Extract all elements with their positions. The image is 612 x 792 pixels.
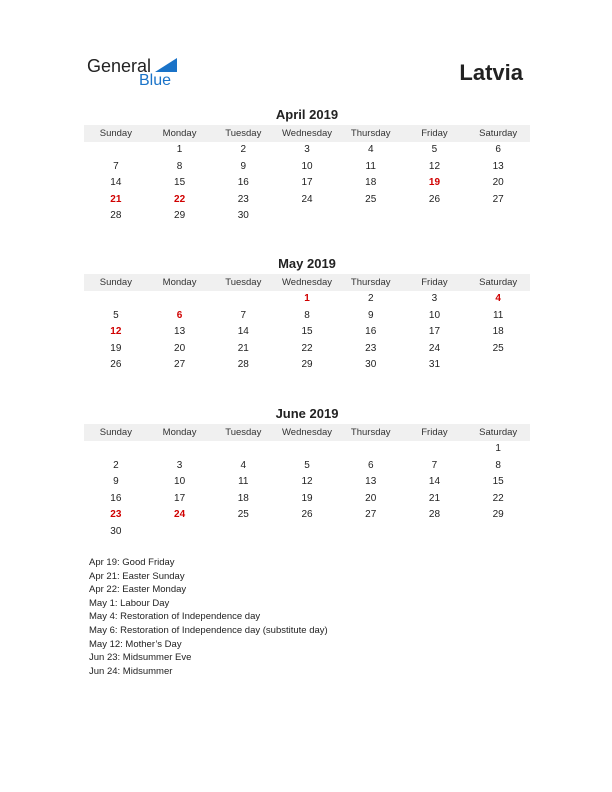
weekday-label: Saturday	[479, 128, 518, 139]
day-cell: 31	[428, 359, 441, 370]
day-cell: 28	[237, 359, 249, 370]
day-cell: 14	[110, 177, 122, 188]
week-row	[84, 192, 530, 209]
day-cell: 27	[492, 193, 504, 205]
day-cell: 17	[301, 177, 313, 188]
day-cell	[403, 208, 467, 225]
day-cell	[84, 291, 148, 308]
day-cell: 21	[428, 492, 441, 504]
day-cell: 15	[301, 326, 313, 337]
weekday-label: Saturday	[479, 277, 518, 288]
holiday-entry: May 4: Restoration of Independence day	[89, 611, 261, 623]
day-cell: 11	[492, 309, 504, 321]
week-row	[84, 159, 530, 176]
day-cell: 17	[174, 492, 186, 504]
day-cell	[403, 524, 467, 541]
logo-triangle-icon	[155, 58, 177, 72]
day-cell: 4	[240, 459, 247, 471]
day-cell	[148, 291, 212, 308]
day-cell: 8	[304, 309, 310, 321]
holiday-day-cell: 22	[174, 193, 186, 205]
month-title: April 2019	[275, 107, 339, 122]
holiday-day-cell: 23	[110, 509, 122, 520]
day-cell: 8	[176, 160, 183, 172]
day-cell: 30	[237, 210, 249, 221]
month-title: June 2019	[275, 406, 339, 421]
week-row	[84, 291, 530, 308]
weekday-label: Monday	[162, 128, 197, 139]
logo-text-blue: Blue	[139, 72, 172, 89]
day-cell	[211, 291, 275, 308]
week-row	[84, 474, 530, 491]
day-cell: 6	[367, 459, 374, 471]
month-calendar-may	[84, 256, 530, 374]
holiday-day-cell: 12	[110, 326, 122, 337]
day-cell: 10	[174, 476, 186, 487]
holiday-entry: Apr 22: Easter Monday	[89, 584, 187, 596]
day-cell	[466, 208, 530, 225]
day-cell: 14	[237, 326, 249, 337]
holiday-day-cell: 24	[174, 509, 186, 520]
day-cell: 13	[492, 160, 504, 172]
weekday-label: Monday	[162, 427, 197, 438]
day-cell: 3	[431, 293, 438, 304]
day-cell: 20	[174, 342, 186, 354]
day-cell: 18	[365, 177, 377, 188]
day-cell: 29	[174, 210, 186, 221]
day-cell: 14	[428, 476, 441, 487]
week-row	[84, 441, 530, 458]
weekday-label: Wednesday	[282, 277, 333, 288]
weekday-header	[84, 125, 530, 142]
day-cell	[148, 441, 212, 458]
holiday-day-cell: 1	[304, 293, 310, 304]
day-cell: 25	[365, 193, 377, 205]
day-cell: 11	[365, 160, 376, 172]
day-cell: 1	[495, 443, 501, 454]
day-cell	[211, 441, 275, 458]
weekday-label: Tuesday	[225, 277, 262, 288]
weekday-label: Monday	[162, 277, 197, 288]
holiday-entry: Jun 24: Midsummer	[89, 665, 173, 677]
day-cell: 9	[367, 309, 374, 321]
day-cell: 23	[237, 193, 249, 205]
weekday-label: Thursday	[350, 128, 391, 139]
day-cell	[339, 208, 403, 225]
day-cell: 25	[492, 342, 504, 354]
week-row	[84, 507, 530, 524]
day-cell	[84, 142, 148, 159]
day-cell: 2	[367, 293, 374, 304]
day-cell: 28	[428, 509, 441, 520]
day-cell: 11	[238, 476, 249, 487]
day-cell: 27	[365, 509, 377, 520]
day-cell: 21	[237, 342, 249, 354]
weekday-label: Friday	[421, 427, 448, 438]
day-cell: 16	[237, 177, 249, 188]
day-cell: 3	[176, 459, 183, 471]
weekday-label: Wednesday	[282, 128, 333, 139]
month-calendar-june	[84, 406, 530, 540]
day-cell: 5	[113, 309, 119, 321]
holiday-day-cell: 6	[176, 309, 183, 321]
day-cell: 9	[113, 476, 119, 487]
day-cell: 6	[495, 144, 501, 155]
weekday-label: Tuesday	[225, 128, 262, 139]
day-cell: 25	[237, 509, 249, 520]
day-cell: 13	[174, 326, 186, 337]
day-cell: 7	[113, 160, 119, 172]
weekday-label: Saturday	[479, 427, 518, 438]
holiday-day-cell: 19	[428, 177, 441, 188]
week-row	[84, 208, 530, 225]
holiday-list	[89, 556, 329, 678]
weekday-label: Friday	[421, 128, 448, 139]
day-cell	[339, 524, 403, 541]
week-row	[84, 458, 530, 475]
day-cell: 10	[428, 309, 441, 321]
holiday-entry: Apr 19: Good Friday	[89, 557, 175, 568]
day-cell: 13	[365, 476, 377, 487]
week-row	[84, 308, 530, 325]
day-cell: 20	[365, 492, 377, 504]
day-cell: 2	[113, 459, 119, 471]
day-cell: 27	[174, 359, 186, 370]
logo-text-general: General	[87, 56, 152, 76]
country-title: Latvia	[459, 60, 523, 85]
week-row	[84, 491, 530, 508]
day-cell: 30	[110, 525, 122, 537]
day-cell: 29	[492, 509, 504, 520]
day-cell: 12	[428, 160, 441, 172]
week-row	[84, 175, 530, 192]
day-cell: 12	[301, 476, 313, 487]
day-cell: 26	[301, 509, 313, 520]
day-cell: 16	[110, 492, 122, 504]
day-cell	[84, 441, 148, 458]
weekday-header	[84, 424, 530, 441]
day-cell: 18	[492, 326, 504, 337]
day-cell	[148, 524, 212, 541]
day-cell: 7	[240, 309, 247, 321]
day-cell	[275, 524, 339, 541]
day-cell: 8	[495, 459, 501, 471]
holiday-entry: May 6: Restoration of Independence day (substitute day)	[89, 624, 328, 636]
day-cell: 4	[367, 144, 374, 155]
weekday-label: Thursday	[350, 277, 391, 288]
weekday-label: Wednesday	[282, 427, 333, 438]
weekday-label: Sunday	[99, 427, 132, 438]
day-cell: 9	[240, 160, 247, 172]
holiday-day-cell: 21	[110, 193, 122, 205]
day-cell: 26	[428, 193, 441, 205]
day-cell: 20	[492, 177, 504, 188]
day-cell: 22	[301, 342, 313, 354]
holiday-entry: May 1: Labour Day	[89, 597, 170, 609]
day-cell: 23	[365, 342, 377, 354]
day-cell	[403, 441, 467, 458]
day-cell: 29	[301, 359, 313, 370]
holiday-entry: May 12: Mother’s Day	[89, 638, 182, 650]
day-cell: 5	[431, 144, 438, 155]
day-cell: 19	[110, 342, 122, 354]
week-row	[84, 357, 530, 374]
day-cell: 15	[174, 177, 186, 188]
weekday-label: Sunday	[99, 277, 132, 288]
day-cell: 19	[301, 492, 313, 504]
day-cell: 10	[301, 160, 313, 172]
day-cell: 17	[428, 326, 441, 337]
day-cell	[466, 357, 530, 374]
day-cell: 22	[492, 492, 504, 504]
weekday-label: Sunday	[99, 128, 132, 139]
day-cell: 16	[365, 326, 377, 337]
day-cell: 30	[365, 359, 377, 370]
day-cell	[275, 208, 339, 225]
day-cell: 24	[301, 193, 313, 205]
day-cell: 26	[110, 359, 122, 370]
day-cell: 5	[304, 459, 310, 471]
weekday-header	[84, 274, 530, 291]
day-cell: 28	[110, 210, 122, 221]
month-title: May 2019	[278, 256, 336, 271]
day-cell	[339, 441, 403, 458]
week-row	[84, 142, 530, 159]
month-calendar-april	[84, 107, 530, 225]
day-cell: 2	[240, 144, 247, 155]
holiday-day-cell: 4	[495, 293, 501, 304]
weekday-label: Thursday	[350, 427, 391, 438]
day-cell: 18	[237, 492, 249, 504]
day-cell: 24	[428, 342, 441, 354]
day-cell	[275, 441, 339, 458]
holiday-entry: Jun 23: Midsummer Eve	[89, 652, 192, 664]
week-row	[84, 324, 530, 341]
brand-logo	[87, 56, 187, 92]
day-cell: 3	[304, 144, 310, 155]
day-cell: 15	[492, 476, 504, 487]
holiday-entry: Apr 21: Easter Sunday	[89, 570, 185, 582]
weekday-label: Friday	[421, 277, 448, 288]
week-row	[84, 341, 530, 358]
week-row	[84, 524, 530, 541]
day-cell	[211, 524, 275, 541]
day-cell: 1	[176, 144, 183, 155]
weekday-label: Tuesday	[225, 427, 262, 438]
day-cell: 7	[431, 459, 438, 471]
day-cell	[466, 524, 530, 541]
